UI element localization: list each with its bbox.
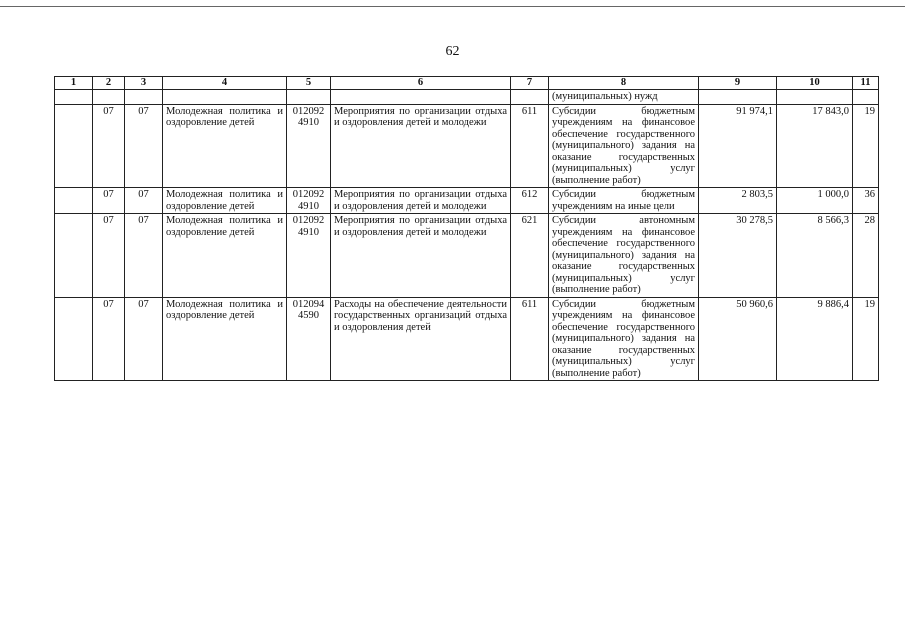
cell-subsection: 07 xyxy=(125,214,163,298)
cell-percent: 28 xyxy=(853,214,879,298)
col-header-11: 11 xyxy=(853,77,879,90)
cell-section: 07 xyxy=(93,104,125,188)
col-header-5: 5 xyxy=(287,77,331,90)
cell-amount-plan: 2 803,5 xyxy=(699,188,777,214)
cell-c1 xyxy=(55,214,93,298)
table-row xyxy=(55,188,879,214)
cell-expense-type: 611 xyxy=(511,104,549,188)
col-header-2: 2 xyxy=(93,77,125,90)
cell-percent: 19 xyxy=(853,104,879,188)
cell-c1 xyxy=(55,188,93,214)
cell-amount-plan: 50 960,6 xyxy=(699,297,777,381)
col-header-4: 4 xyxy=(163,77,287,90)
cell-expense-type: 612 xyxy=(511,188,549,214)
col-header-1: 1 xyxy=(55,77,93,90)
cell-expense-type: 611 xyxy=(511,297,549,381)
cell-amount-actual: 17 843,0 xyxy=(777,104,853,188)
cell-section: 07 xyxy=(93,188,125,214)
cell-expense-name: Субсидии бюджетным учреждениям на финансовое обеспечение государственного (муниципального) задания на оказание государственных (муниципальных) услуг (выполнение работ) xyxy=(549,104,699,188)
table-row xyxy=(55,297,879,381)
col-header-8: 8 xyxy=(549,77,699,90)
cell-section: 07 xyxy=(93,297,125,381)
col-header-3: 3 xyxy=(125,77,163,90)
continuation-row xyxy=(55,90,879,105)
table-row xyxy=(55,104,879,188)
table-row xyxy=(55,214,879,298)
cell-expense-name: Субсидии бюджетным учреждениям на финансовое обеспечение государственного (муниципального) задания на оказание государственных (муниципальных) услуг (выполнение работ) xyxy=(549,297,699,381)
cell-activity: Мероприятия по организации отдыха и оздоровления детей и молодежи xyxy=(331,104,511,188)
cell-target-code: 012092 4910 xyxy=(287,104,331,188)
cell-amount-plan: 91 974,1 xyxy=(699,104,777,188)
cell-c1 xyxy=(55,297,93,381)
cell-percent: 19 xyxy=(853,297,879,381)
cell-activity: Мероприятия по организации отдыха и оздоровления детей и молодежи xyxy=(331,188,511,214)
cell-c1 xyxy=(55,104,93,188)
cell-amount-plan: 30 278,5 xyxy=(699,214,777,298)
cell-amount-actual: 8 566,3 xyxy=(777,214,853,298)
cell-target-code: 012092 4910 xyxy=(287,214,331,298)
cell-target-code: 012094 4590 xyxy=(287,297,331,381)
cell-target-code: 012092 4910 xyxy=(287,188,331,214)
cell-section-name: Молодежная политика и оздоровление детей xyxy=(163,214,287,298)
col-header-7: 7 xyxy=(511,77,549,90)
col-header-9: 9 xyxy=(699,77,777,90)
budget-table xyxy=(54,76,879,381)
cell-activity: Мероприятия по организации отдыха и оздоровления детей и молодежи xyxy=(331,214,511,298)
continuation-text: (муниципальных) нужд xyxy=(549,90,699,105)
col-header-6: 6 xyxy=(331,77,511,90)
cell-expense-name: Субсидии бюджетным учреждениям на иные цели xyxy=(549,188,699,214)
top-rule xyxy=(0,6,905,7)
cell-activity: Расходы на обеспечение деятельности государственных организаций отдыха и оздоровления детей xyxy=(331,297,511,381)
cell-amount-actual: 9 886,4 xyxy=(777,297,853,381)
cell-expense-type: 621 xyxy=(511,214,549,298)
page-number: 62 xyxy=(445,44,460,59)
cell-subsection: 07 xyxy=(125,104,163,188)
cell-subsection: 07 xyxy=(125,188,163,214)
cell-section-name: Молодежная политика и оздоровление детей xyxy=(163,297,287,381)
cell-section-name: Молодежная политика и оздоровление детей xyxy=(163,188,287,214)
cell-section-name: Молодежная политика и оздоровление детей xyxy=(163,104,287,188)
header-row xyxy=(55,77,879,90)
cell-section: 07 xyxy=(93,214,125,298)
cell-expense-name: Субсидии автономным учреждениям на финансовое обеспечение государственного (муниципального) задания на оказание государственных (муниципальных) услуг (выполнение работ) xyxy=(549,214,699,298)
cell-amount-actual: 1 000,0 xyxy=(777,188,853,214)
cell-percent: 36 xyxy=(853,188,879,214)
cell-subsection: 07 xyxy=(125,297,163,381)
col-header-10: 10 xyxy=(777,77,853,90)
